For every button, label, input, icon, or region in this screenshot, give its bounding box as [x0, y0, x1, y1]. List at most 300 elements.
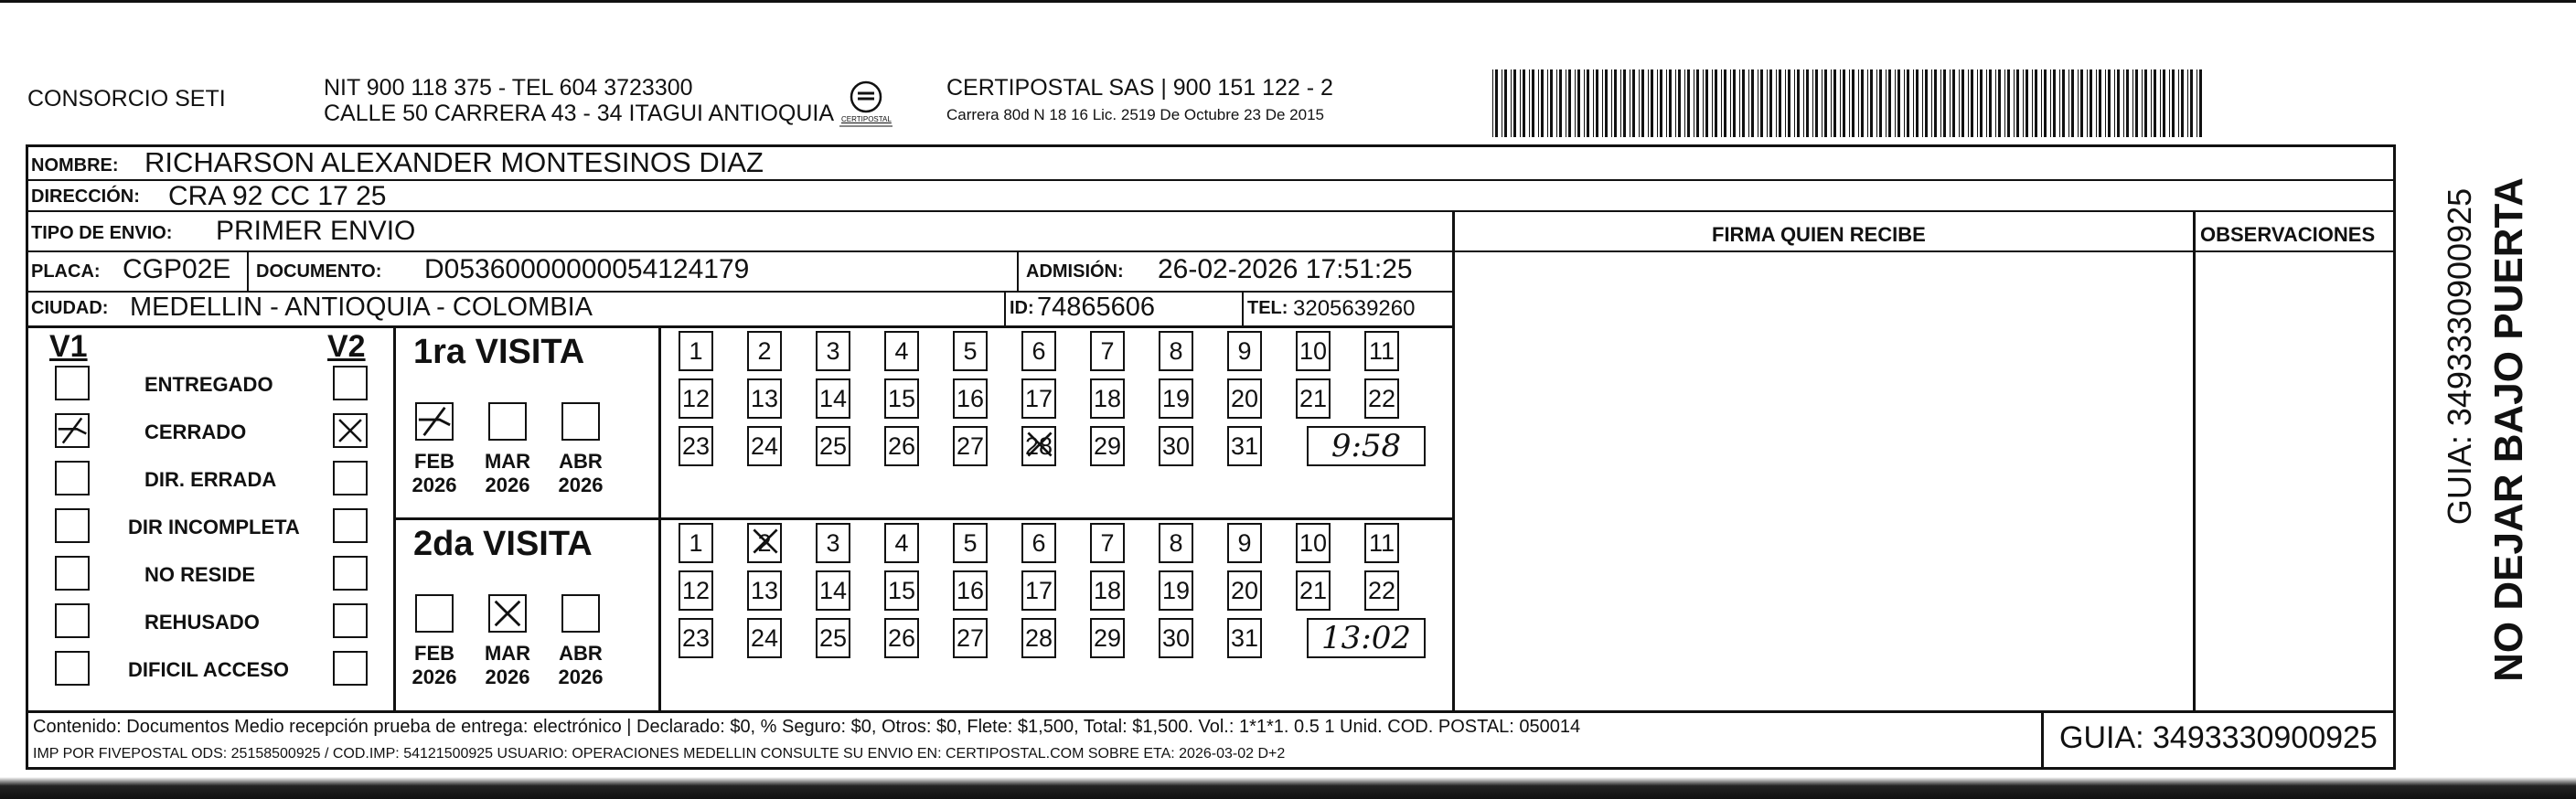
month-name: ABR: [559, 450, 603, 473]
id-label: ID:: [1010, 298, 1034, 318]
day-number: 18: [1093, 384, 1122, 412]
second-visit-day-box[interactable]: [884, 523, 919, 563]
first-visit-month-label: [402, 450, 466, 497]
first-visit-day-box[interactable]: [679, 426, 713, 466]
v2-checkbox[interactable]: [333, 603, 368, 638]
barcode-bar: [1776, 69, 1777, 137]
second-visit-day-box[interactable]: [1021, 570, 1056, 611]
barcode-bar: [1934, 69, 1937, 137]
day-number: 20: [1230, 576, 1259, 604]
barcode-bar: [1742, 69, 1745, 137]
check-mark-icon: [57, 412, 88, 449]
day-number: 27: [956, 623, 985, 652]
first-visit-day-box[interactable]: [1227, 426, 1262, 466]
v1-checkbox[interactable]: [55, 603, 90, 638]
plate-label: PLACA:: [31, 261, 101, 282]
second-visit-day-box[interactable]: [816, 570, 850, 611]
shipping-type: PRIMER ENVIO: [216, 216, 416, 246]
barcode-bar: [1593, 69, 1594, 137]
status-label: CERRADO: [144, 421, 247, 443]
first-visit-title: 1ra VISITA: [413, 333, 585, 371]
day-number: 14: [818, 384, 848, 412]
second-visit-day-box[interactable]: [679, 570, 713, 611]
barcode-bar: [1568, 69, 1571, 137]
first-visit-month-checkbox[interactable]: [561, 402, 600, 441]
barcode-bar: [2071, 69, 2074, 137]
first-visit-day-box[interactable]: [1159, 426, 1193, 466]
v1-checkbox[interactable]: [55, 556, 90, 591]
barcode-bar: [2099, 69, 2101, 137]
v2-checkbox[interactable]: [333, 413, 368, 448]
barcode-bar: [2163, 69, 2165, 137]
day-number: 25: [818, 431, 848, 460]
barcode-bar: [1977, 69, 1978, 137]
barcode-bar: [2026, 69, 2028, 137]
barcode-bar: [1950, 69, 1951, 137]
barcode-bar: [1886, 69, 1887, 137]
barcode-bar: [1602, 69, 1603, 137]
month-year: 2026: [485, 474, 530, 496]
header-row-underline: [1452, 250, 2396, 252]
second-visit-day-box[interactable]: [679, 523, 713, 563]
second-visit-day-box[interactable]: [1021, 618, 1056, 658]
day-number: 7: [1100, 336, 1115, 365]
month-name: ABR: [559, 642, 603, 665]
day-number: 29: [1093, 431, 1122, 460]
barcode-bar: [1788, 69, 1790, 137]
carrier-line: CERTIPOSTAL SAS | 900 151 122 - 2: [946, 75, 1333, 101]
day-number: 13: [750, 576, 779, 604]
second-visit-day-box[interactable]: [1364, 570, 1399, 611]
day-number: 12: [681, 384, 711, 412]
barcode-bar: [1577, 69, 1580, 137]
tel-value: 3205639260: [1293, 296, 1416, 321]
barcode-bar: [2151, 69, 2152, 137]
barcode-bar: [1971, 69, 1973, 137]
barcode-bar: [1614, 69, 1617, 137]
day-number: 18: [1093, 576, 1122, 604]
first-visit-day-box[interactable]: [953, 378, 988, 419]
barcode-bar: [2023, 69, 2024, 137]
day-number: 6: [1031, 336, 1046, 365]
second-visit-day-box[interactable]: [1296, 570, 1331, 611]
second-visit-day-box[interactable]: [1227, 523, 1262, 563]
day-number: 27: [956, 431, 985, 460]
barcode-bar: [2004, 69, 2005, 137]
barcode-bar: [2044, 69, 2047, 137]
barcode-bar: [1696, 69, 1699, 137]
admission-divider: [1017, 250, 1019, 291]
barcode-bar: [2105, 69, 2106, 137]
month-name: MAR: [484, 642, 531, 665]
barcode-bar: [1715, 69, 1717, 137]
barcode-bar: [1876, 69, 1877, 137]
day-mark-icon: [749, 525, 780, 561]
barcode-bar: [2154, 69, 2156, 137]
first-visit-day-box[interactable]: [1296, 331, 1331, 371]
barcode-bar: [2114, 69, 2115, 137]
second-visit-day-box[interactable]: [747, 570, 782, 611]
barcode-bar: [1968, 69, 1969, 137]
day-number: 16: [956, 576, 985, 604]
barcode-bar: [1922, 69, 1923, 137]
first-visit-day-box[interactable]: [1159, 378, 1193, 419]
status-label: DIFICIL ACCESO: [128, 658, 290, 681]
barcode-bar: [1760, 69, 1763, 137]
first-visit-day-box[interactable]: [816, 331, 850, 371]
second-visit-month-label: [549, 642, 613, 689]
barcode-bar: [1925, 69, 1928, 137]
barcode-bar: [2135, 69, 2138, 137]
first-visit-day-box[interactable]: [816, 426, 850, 466]
barcode-bar: [1739, 69, 1740, 137]
second-visit-day-box[interactable]: [1364, 523, 1399, 563]
second-visit-day-box[interactable]: [953, 570, 988, 611]
barcode-bar: [1794, 69, 1795, 137]
second-visit-month-checkbox[interactable]: [415, 594, 454, 633]
second-visit-day-box[interactable]: [1090, 618, 1125, 658]
second-visit-day-box[interactable]: [884, 618, 919, 658]
barcode-bar: [2096, 69, 2097, 137]
day-mark-icon: [1023, 428, 1054, 464]
day-number: 28: [1024, 623, 1053, 652]
address-label: DIRECCIÓN:: [31, 186, 140, 207]
second-visit-day-box[interactable]: [1090, 570, 1125, 611]
first-visit-day-box[interactable]: [884, 331, 919, 371]
first-visit-month-checkbox[interactable]: [415, 402, 454, 441]
month-name: FEB: [414, 642, 454, 665]
status-label: DIR INCOMPLETA: [128, 516, 300, 538]
barcode-bar: [1712, 69, 1713, 137]
barcode-bar: [1511, 69, 1512, 137]
day-number: 1: [689, 336, 703, 365]
barcode-bar: [1705, 69, 1708, 137]
x-mark-icon: [335, 413, 366, 448]
recipient-address: CRA 92 CC 17 25: [168, 181, 387, 211]
barcode-bar: [1495, 69, 1498, 137]
first-visit-day-box[interactable]: [1021, 426, 1056, 466]
barcode-bar: [1523, 69, 1525, 137]
day-number: 11: [1368, 336, 1395, 365]
month-name: MAR: [484, 450, 531, 473]
barcode-bar: [1895, 69, 1896, 137]
second-visit-day-box[interactable]: [1159, 570, 1193, 611]
barcode-bar: [1913, 69, 1914, 137]
day-number: 7: [1100, 528, 1115, 557]
plate-value: CGP02E: [123, 254, 231, 284]
v2-checkbox[interactable]: [333, 461, 368, 495]
v2-checkbox[interactable]: [333, 556, 368, 591]
v1-checkbox[interactable]: [55, 508, 90, 543]
city-value: MEDELLIN - ANTIOQUIA - COLOMBIA: [130, 293, 593, 322]
plate-divider: [247, 250, 249, 291]
first-visit-day-box[interactable]: [816, 378, 850, 419]
first-visit-day-box[interactable]: [884, 426, 919, 466]
barcode-bar: [1538, 69, 1539, 137]
day-number: 3: [826, 336, 840, 365]
first-visit-day-box[interactable]: [679, 378, 713, 419]
day-number: 20: [1230, 384, 1259, 412]
day-number: 17: [1024, 384, 1053, 412]
v2-checkbox[interactable]: [333, 508, 368, 543]
day-number: 13: [750, 384, 779, 412]
barcode-bar: [1888, 69, 1891, 137]
status-label: DIR. ERRADA: [144, 468, 277, 491]
barcode-bar: [2108, 69, 2111, 137]
second-visit-day-box[interactable]: [816, 523, 850, 563]
second-visit-title: 2da VISITA: [413, 525, 593, 563]
scan-top-edge: [0, 0, 2576, 3]
barcode: [1492, 69, 2224, 137]
first-visit-day-box[interactable]: [1090, 331, 1125, 371]
barcode-bar: [2090, 69, 2092, 137]
barcode-bar: [1833, 69, 1836, 137]
first-visit-day-box[interactable]: [1021, 378, 1056, 419]
barcode-bar: [1504, 69, 1507, 137]
barcode-bar: [1806, 69, 1809, 137]
day-number: 2: [757, 528, 772, 557]
barcode-bar: [1840, 69, 1841, 137]
first-visit-day-box[interactable]: [1090, 378, 1125, 419]
second-visit-day-box[interactable]: [953, 618, 988, 658]
no-leave-under-door-warning: NO DEJAR BAJO PUERTA: [2486, 177, 2531, 682]
day-number: 22: [1367, 576, 1396, 604]
barcode-bar: [2178, 69, 2179, 137]
imp-line: IMP POR FIVEPOSTAL ODS: 25158500925 / COD.IMP: 54121500925 USUARIO: OPERACIONES MEDELLIN CONSULTE SU ENVIO EN: CERTIPOSTAL.COM SOBRE ETA: 2026-03-02 D+2: [33, 746, 1286, 762]
first-visit-day-box[interactable]: [747, 331, 782, 371]
day-number: 5: [963, 336, 978, 365]
first-visit-day-box[interactable]: [953, 426, 988, 466]
barcode-bar: [1831, 69, 1832, 137]
first-visit-day-box[interactable]: [884, 378, 919, 419]
barcode-bar: [1931, 69, 1932, 137]
barcode-bar: [1623, 69, 1626, 137]
day-number: 24: [750, 623, 779, 652]
v1-checkbox[interactable]: [55, 413, 90, 448]
barcode-bar: [2050, 69, 2051, 137]
day-number: 8: [1169, 528, 1183, 557]
barcode-bar: [1733, 69, 1736, 137]
v2-checkbox[interactable]: [333, 366, 368, 400]
month-year: 2026: [558, 474, 604, 496]
barcode-bar: [2160, 69, 2161, 137]
document-value: D05360000000054124179: [424, 254, 750, 284]
barcode-bar: [2187, 69, 2188, 137]
barcode-bar: [1879, 69, 1882, 137]
first-visit-month-checkbox[interactable]: [488, 402, 527, 441]
barcode-bar: [2199, 69, 2202, 137]
day-number: 25: [818, 623, 848, 652]
first-visit-day-box[interactable]: [1364, 378, 1399, 419]
second-visit-day-box[interactable]: [747, 523, 782, 563]
certipostal-logo-icon: [834, 79, 898, 133]
barcode-bar: [1724, 69, 1726, 137]
signature-column-divider: [1452, 210, 1455, 710]
barcode-bar: [1769, 69, 1772, 137]
barcode-bar: [1861, 69, 1864, 137]
barcode-bar: [2035, 69, 2037, 137]
second-visit-month-checkbox[interactable]: [488, 594, 527, 633]
barcode-bar: [1952, 69, 1955, 137]
id-value: 74865606: [1037, 293, 1156, 322]
barcode-bar: [2181, 69, 2184, 137]
first-visit-day-box[interactable]: [1296, 378, 1331, 419]
barcode-bar: [2032, 69, 2033, 137]
barcode-bar: [1513, 69, 1516, 137]
day-number: 10: [1299, 528, 1328, 557]
barcode-bar: [2117, 69, 2120, 137]
barcode-bar: [1986, 69, 1987, 137]
barcode-bar: [1824, 69, 1827, 137]
barcode-bar: [1803, 69, 1804, 137]
barcode-bar: [2041, 69, 2042, 137]
barcode-bar: [2190, 69, 2193, 137]
day-number: 15: [887, 576, 916, 604]
barcode-bar: [2016, 69, 2019, 137]
second-visit-day-box[interactable]: [1021, 523, 1056, 563]
day-number: 19: [1161, 576, 1191, 604]
barcode-bar: [1867, 69, 1868, 137]
barcode-bar: [1959, 69, 1960, 137]
second-visit-month-checkbox[interactable]: [561, 594, 600, 633]
barcode-bar: [1730, 69, 1731, 137]
day-number: 24: [750, 431, 779, 460]
day-number: 6: [1031, 528, 1046, 557]
barcode-bar: [1940, 69, 1941, 137]
barcode-bar: [1812, 69, 1813, 137]
second-visit-day-box[interactable]: [1090, 523, 1125, 563]
admission-value: 26-02-2026 17:51:25: [1158, 254, 1413, 284]
guia-footer: GUIA: 3493330900925: [2059, 720, 2378, 755]
first-visit-day-box[interactable]: [679, 331, 713, 371]
day-number: 9: [1237, 528, 1252, 557]
shipping-type-label: TIPO DE ENVIO:: [31, 223, 173, 243]
first-visit-time: 9:58: [1307, 426, 1426, 466]
first-visit-month-label: [549, 450, 613, 497]
day-number: 1: [689, 528, 703, 557]
first-visit-day-box[interactable]: [1021, 331, 1056, 371]
barcode-bar: [1907, 69, 1909, 137]
barcode-bar: [1559, 69, 1562, 137]
month-name: FEB: [414, 450, 454, 473]
barcode-bar: [2080, 69, 2083, 137]
barcode-bar: [2059, 69, 2060, 137]
first-visit-day-box[interactable]: [1364, 331, 1399, 371]
month-year: 2026: [485, 666, 530, 688]
day-number: 4: [894, 336, 909, 365]
signature-column-header: FIRMA QUIEN RECIBE: [1712, 223, 1926, 246]
barcode-bar: [1648, 69, 1649, 137]
second-visit-month-label: [402, 642, 466, 689]
second-visit-day-box[interactable]: [1296, 523, 1331, 563]
barcode-bar: [1520, 69, 1521, 137]
company-address: CALLE 50 CARRERA 43 - 34 ITAGUI ANTIOQUIA: [324, 101, 835, 126]
second-visit-day-box[interactable]: [1227, 570, 1262, 611]
first-visit-day-box[interactable]: [747, 426, 782, 466]
observations-column-header: OBSERVACIONES: [2200, 223, 2376, 246]
second-visit-day-box[interactable]: [679, 618, 713, 658]
first-visit-day-box[interactable]: [1159, 331, 1193, 371]
day-number: 5: [963, 528, 978, 557]
barcode-bar: [2068, 69, 2069, 137]
barcode-bar: [1596, 69, 1598, 137]
barcode-bar: [1858, 69, 1859, 137]
second-visit-day-box[interactable]: [1227, 618, 1262, 658]
barcode-bar: [1995, 69, 1996, 137]
document-label: DOCUMENTO:: [256, 261, 382, 282]
barcode-bar: [2053, 69, 2056, 137]
barcode-bar: [2078, 69, 2079, 137]
second-visit-day-box[interactable]: [816, 618, 850, 658]
v1-checkbox[interactable]: [55, 651, 90, 686]
barcode-bar: [1660, 69, 1662, 137]
barcode-bar: [1669, 69, 1672, 137]
day-number: 21: [1299, 384, 1328, 412]
v2-checkbox[interactable]: [333, 651, 368, 686]
second-visit-day-box[interactable]: [884, 570, 919, 611]
barcode-bar: [1584, 69, 1585, 137]
v1-checkbox[interactable]: [55, 366, 90, 400]
barcode-bar: [2172, 69, 2175, 137]
first-visit-day-box[interactable]: [747, 378, 782, 419]
month-year: 2026: [558, 666, 604, 688]
second-visit-time: 13:02: [1307, 618, 1426, 658]
barcode-bar: [1684, 69, 1685, 137]
status-label: ENTREGADO: [144, 373, 273, 396]
barcode-bar: [1620, 69, 1621, 137]
barcode-bar: [1657, 69, 1658, 137]
check-mark-icon: [490, 595, 525, 632]
barcode-bar: [1897, 69, 1900, 137]
logo-caption: CERTIPOSTAL: [841, 115, 892, 123]
second-visit-month-label: [476, 642, 540, 689]
second-visit-day-box[interactable]: [1159, 523, 1193, 563]
barcode-bar: [1675, 69, 1676, 137]
visit-divider: [393, 517, 1452, 520]
second-visit-day-box[interactable]: [953, 523, 988, 563]
first-visit-day-box[interactable]: [1227, 378, 1262, 419]
barcode-bar: [2062, 69, 2065, 137]
side-guia: GUIA: 3493330900925: [2441, 187, 2478, 526]
second-visit-day-box[interactable]: [1159, 618, 1193, 658]
barcode-bar: [1492, 69, 1493, 137]
row-divider: [26, 325, 1452, 328]
day-number: 29: [1093, 623, 1122, 652]
barcode-bar: [1989, 69, 1992, 137]
barcode-bar: [1666, 69, 1667, 137]
barcode-bar: [2144, 69, 2147, 137]
v2-header: V2: [327, 329, 366, 364]
barcode-bar: [1587, 69, 1589, 137]
barcode-bar: [1678, 69, 1681, 137]
second-visit-day-box[interactable]: [747, 618, 782, 658]
day-number: 17: [1024, 576, 1053, 604]
day-number: 23: [681, 431, 711, 460]
barcode-bar: [1779, 69, 1781, 137]
v1-checkbox[interactable]: [55, 461, 90, 495]
first-visit-day-box[interactable]: [1090, 426, 1125, 466]
day-number: 2: [757, 336, 772, 365]
tel-divider: [1242, 291, 1244, 325]
tel-label: TEL:: [1247, 298, 1288, 318]
first-visit-day-box[interactable]: [1227, 331, 1262, 371]
month-year: 2026: [412, 474, 457, 496]
check-mark-icon: [417, 401, 452, 442]
day-number: 30: [1161, 431, 1191, 460]
month-year: 2026: [412, 666, 457, 688]
first-visit-day-box[interactable]: [953, 331, 988, 371]
day-number: 30: [1161, 623, 1191, 652]
